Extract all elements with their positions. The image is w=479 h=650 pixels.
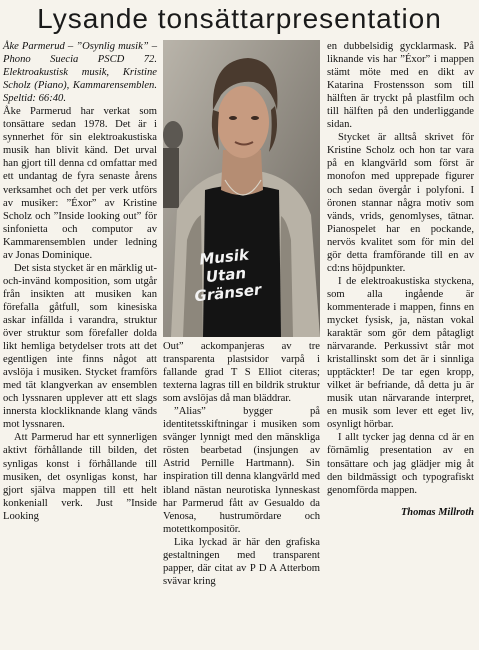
article-paragraph: Out” ackompanjeras av tre transparenta plastsidor varpå i fallande grad T S Elliot citeras; texterna lagras till en bildrik struktur som avslöjas då man bläddrar. [163,341,320,405]
article-paragraph: Åke Parmerud har verkat som tonsättare sedan 1978. Det är i synnerhet för sin elektroakustiska musik han blivit känd. Det urval han gjort till denna cd omfattar med ett undantag de fyra senaste årens verksamhet och det per verk utförs av musiker: ”Éxor” av Kristine Scholz och ”Inside looking out” för sinfonietta och computor av Kammarensemblen under ledning av Jonas Dominique. [3,106,157,261]
author-signature: Thomas Millroth [400,506,474,518]
tshirt-print: Musik Utan Gränser [193,245,263,306]
album-credits: Åke Parmerud – ”Osynlig musik” – Phono Suecia PSCD 72. Elektroakustisk musik, Kristine Scholz (Piano), Kammarensemblen. Speltid: 66:40. [3,41,157,105]
article-paragraph: I allt tycker jag denna cd är en förnämlig presentation av en tonsättare och jag glädjer mig åt den bildmässigt och typografiskt genomförda mappen. [327,432,474,496]
article-column-1 [3,40,157,523]
article-paragraph: I de elektroakustiska styckena, som alla ingående är kommenterade i mappen, finns en mycket fysisk, ja, nästan vokal karaktär som gör dem påtagligt närvarande. Perkussivt står mot kristallinskt som det är i sinnliga upptäckter! De tar egen kropp, vilket är befriande, då detta ju är musik utan närvarande interpret, en musik som lever ett eget liv, osynligt hörbar. [327,275,474,431]
article-column-2 [163,340,320,588]
article-paragraph: Lika lyckad är här den grafiska gestaltningen med transparent papper, där citat av P D A Atterbom svävar kring [163,536,320,587]
portrait-photo [163,40,320,337]
article-paragraph: Stycket är alltså skrivet för Kristine Scholz och hon tar vara på en klangvärld som först är monofon med upprepade figurer och sedan övergår i polyfoni. I öronen stannar några motiv som vänds, vrids, genomlyses, tätnar. Pianospelet har en pockande, nervös kvalitet som för min del gör detta framförande till en av cd:ns höjdpunkter. [327,132,474,274]
article-paragraph: Att Parmerud har ett synnerligen aktivt förhållande till bilden, det synligas konst i förhållande till musiken, det osynligas konst, har gjort själva mappen till ett helt konkeniall verk. Just ”Inside Looking [3,432,157,522]
page-title: Lysande tonsättarpresentation [37,3,442,34]
article-paragraph: ”Alias” bygger på identitetsskiftningar i musiken som svänger lynnigt med den mänskliga rösten bearbetad (insjungen av Astrid Pernille Hartmann). Sin inspiration till denna klangvärld med ibland nästan neurotiska lynneskast har Parmerud fått av Gesualdo da Venosa, hustrumördare och motettkompositör. [163,406,320,535]
article-paragraph: Det sista stycket är en märklig ut-och-invänd komposition, som utgår från insikten att musiken kan förefalla gåtfull, som kinesiska askar infällda i varandra, struktur över struktur som förefaller dolda likt hemliga betydelser trots att det egentligen inte finns något att avslöja i musiken. Stycket framförs med tät klangverkan av ensemblen och lyssnaren upplever att ett slags innersta klockliknande klang vänds mot lyssnaren. [3,262,157,431]
article-column-3 [327,40,474,519]
article-paragraph: en dubbelsidig gycklarmask. På liknande vis har ”Éxor” i mappen stämt möte med en dikt av Katarina Frostensson som till hälften är tryckt på plastfilm och till hälften på den underliggande sidan. [327,41,474,131]
